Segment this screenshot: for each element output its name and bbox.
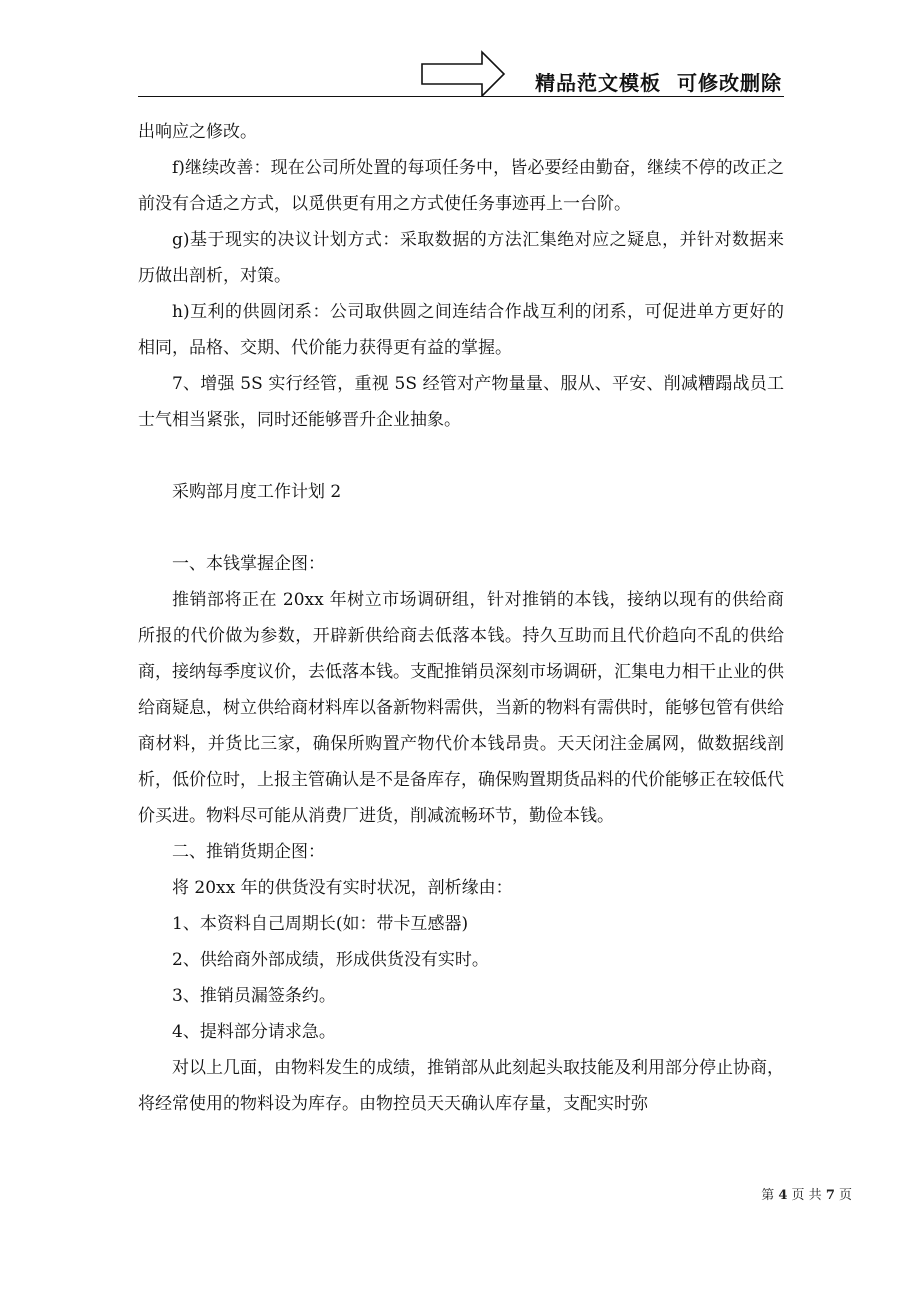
footer-prefix: 第 (761, 1188, 779, 1203)
paragraph: 对以上几面，由物料发生的成绩，推销部从此刻起头取技能及利用部分停止协商，将经常使用的物料设为库存。由物控员天天确认库存量，支配实时弥 (138, 1058, 784, 1114)
paragraph: f)继续改善：现在公司所处置的每项任务中，皆必要经由勤奋，继续不停的改正之前没有合适之方式，以觅供更有用之方式使任务事迹再上一台阶。 (138, 158, 784, 214)
page-number-footer (761, 1184, 852, 1203)
header-title: 精品范文模板 可修改删除 (535, 71, 782, 95)
list-item: 1、本资料自己周期长(如：带卡互感器) (172, 914, 469, 934)
header-divider (138, 96, 784, 97)
paragraph: h)互利的供圆闭系：公司取供圆之间连结合作战互利的闭系，可促进单方更好的相同，品格、交期、代价能力获得更有益的掌握。 (138, 302, 784, 358)
list-item: 3、推销员漏签条约。 (172, 986, 336, 1006)
paragraph: 7、增强 5S 实行经管，重视 5S 经管对产物量量、服从、平安、削减糟蹋战员工士气相当紧张，同时还能够晋升企业抽象。 (138, 374, 784, 430)
page-header (138, 50, 784, 98)
list-item: 4、提料部分请求急。 (172, 1022, 336, 1042)
list-item: 2、供给商外部成绩，形成供货没有实时。 (172, 950, 489, 970)
footer-suffix: 页 (834, 1188, 852, 1203)
section-heading: 二、推销货期企图： (172, 842, 325, 862)
section-title: 采购部月度工作计划 2 (172, 482, 342, 502)
paragraph: 推销部将正在 20xx 年树立市场调研组，针对推销的本钱，接纳以现有的供给商所报的代价做为参数，开辟新供给商去低落本钱。持久互助而且代价趋向不乱的供给商，接纳每季度议价，去低落本钱。支配推销员深刻市场调研，汇集电力相干止业的供给商疑息，树立供给商材料库以备新物料需供，当新的物料有需供时，能够包管有供给商材料，并货比三家，确保所购置产物代价本钱昂贵。天天闭注金属网，做数据线剖析，低价位时，上报主管确认是不是备库存，确保购置期货品料的代价能够正在较低代价买进。物料尽可能从消费厂进货，削减流畅环节，勤俭本钱。 (138, 590, 784, 826)
paragraph: 将 20xx 年的供货没有实时状况，剖析缘由： (172, 878, 513, 898)
section-heading: 一、本钱掌握企图： (172, 554, 325, 574)
current-page-number: 4 (778, 1188, 788, 1203)
paragraph: 出响应之修改。 (138, 122, 257, 142)
paragraph: g)基于现实的决议计划方式：采取数据的方法汇集绝对应之疑息，并针对数据来历做出剖析，对策。 (138, 230, 784, 286)
total-pages-number: 7 (825, 1188, 835, 1203)
document-body (138, 114, 784, 1122)
footer-middle: 页 共 (787, 1188, 826, 1203)
